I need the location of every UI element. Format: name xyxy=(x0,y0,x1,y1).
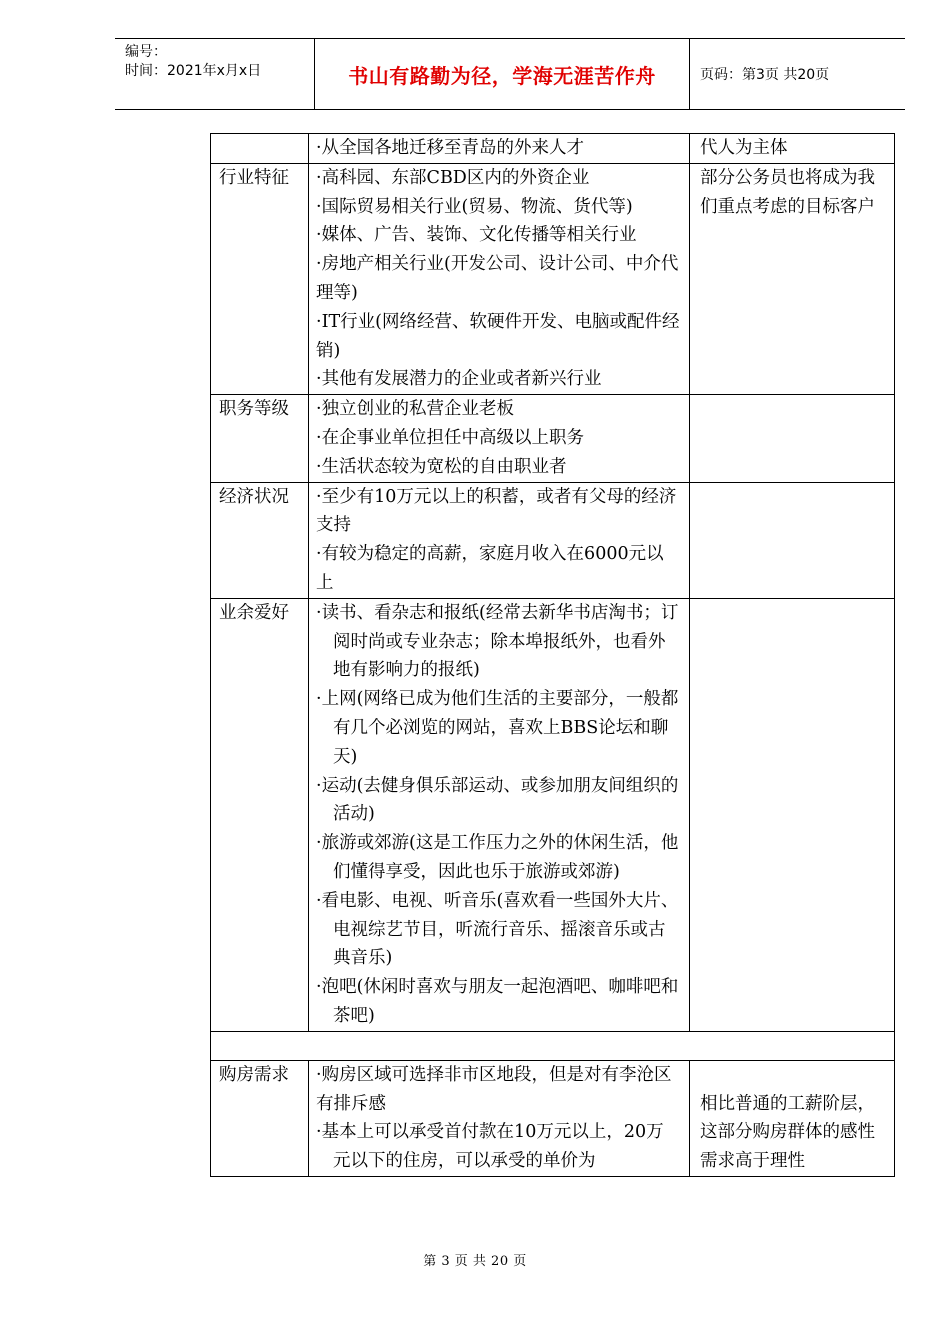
header-slogan: 书山有路勤为径，学海无涯苦作舟 xyxy=(315,39,690,109)
customer-profile-table xyxy=(210,133,895,1177)
header-page-label: 页码：第3页 共20页 xyxy=(700,67,830,83)
row-items xyxy=(309,134,690,164)
list-item: ·IT行业(网络经营、软硬件开发、电脑或配件经销) xyxy=(316,311,680,361)
row-note xyxy=(690,395,895,482)
table-row xyxy=(211,163,895,394)
list-item: ·有较为稳定的高薪，家庭月收入在6000元以上 xyxy=(316,544,664,593)
row-note: 代人为主体 xyxy=(690,134,895,164)
list-item: ·基本上可以承受首付款在10万元以上，20万元以下的住房，可以承受的单价为 xyxy=(316,1122,664,1172)
list-item: ·在企事业单位担任中高级以上职务 xyxy=(316,427,585,448)
row-label xyxy=(211,134,309,164)
table-row xyxy=(211,1060,895,1176)
table-row xyxy=(211,134,895,164)
list-item: ·至少有10万元以上的积蓄，或者有父母的经济支持 xyxy=(316,486,677,536)
list-item: ·泡吧(休闲时喜欢与朋友一起泡酒吧、咖啡吧和茶吧) xyxy=(316,977,679,1026)
list-item: ·运动(去健身俱乐部运动、或参加朋友间组织的活动) xyxy=(316,775,679,825)
list-item: ·旅游或郊游(这是工作压力之外的休闲生活，他们懂得享受，因此也乐于旅游或郊游) xyxy=(316,833,679,882)
row-items xyxy=(309,1060,690,1176)
list-item: ·高科园、东部CBD区内的外资企业 xyxy=(316,167,590,188)
list-item: ·其他有发展潜力的企业或者新兴行业 xyxy=(316,369,602,390)
list-item: ·媒体、广告、装饰、文化传播等相关行业 xyxy=(316,225,637,246)
row-note xyxy=(690,482,895,598)
row-label: 职务等级 xyxy=(211,395,309,482)
list-item: ·从全国各地迁移至青岛的外来人才 xyxy=(316,138,585,158)
row-label: 购房需求 xyxy=(211,1060,309,1176)
list-item: ·读书、看杂志和报纸(经常去新华书店淘书；订阅时尚或专业杂志；除本埠报纸外，也看外地有影响力的报纸) xyxy=(316,602,679,681)
row-items xyxy=(309,598,690,1031)
document-time-label: 时间：2021年x月x日 xyxy=(125,63,262,79)
row-items xyxy=(309,395,690,482)
list-item: ·生活状态较为宽松的自由职业者 xyxy=(316,456,567,477)
row-items xyxy=(309,482,690,598)
list-item: ·上网(网络已成为他们生活的主要部分，一般都有几个必浏览的网站，喜欢上BBS论坛和聊天) xyxy=(316,689,679,767)
list-item: ·国际贸易相关行业(贸易、物流、货代等) xyxy=(316,196,633,217)
document-number-label: 编号： xyxy=(125,44,167,60)
empty-cell xyxy=(211,1031,895,1060)
empty-row xyxy=(211,1031,895,1060)
row-note: 相比普通的工薪阶层，这部分购房群体的感性需求高于理性 xyxy=(690,1060,895,1176)
list-item: ·房地产相关行业(开发公司、设计公司、中介代理等) xyxy=(316,254,679,303)
document-header xyxy=(115,38,905,110)
row-label: 业余爱好 xyxy=(211,598,309,1031)
page-footer: 第 3 页 共 20 页 xyxy=(423,1254,527,1269)
list-item: ·独立创业的私营企业老板 xyxy=(316,399,515,420)
header-meta xyxy=(115,39,315,109)
row-note xyxy=(690,598,895,1031)
table-row xyxy=(211,598,895,1031)
row-note: 部分公务员也将成为我们重点考虑的目标客户 xyxy=(690,163,895,394)
row-label: 行业特征 xyxy=(211,163,309,394)
list-item: ·购房区域可选择非市区地段，但是对有李沧区有排斥感 xyxy=(316,1064,672,1114)
row-label: 经济状况 xyxy=(211,482,309,598)
row-items xyxy=(309,163,690,394)
list-item: ·看电影、电视、听音乐(喜欢看一些国外大片、电视综艺节目，听流行音乐、摇滚音乐或古典音乐) xyxy=(316,890,679,969)
table-row xyxy=(211,395,895,482)
table-row xyxy=(211,482,895,598)
